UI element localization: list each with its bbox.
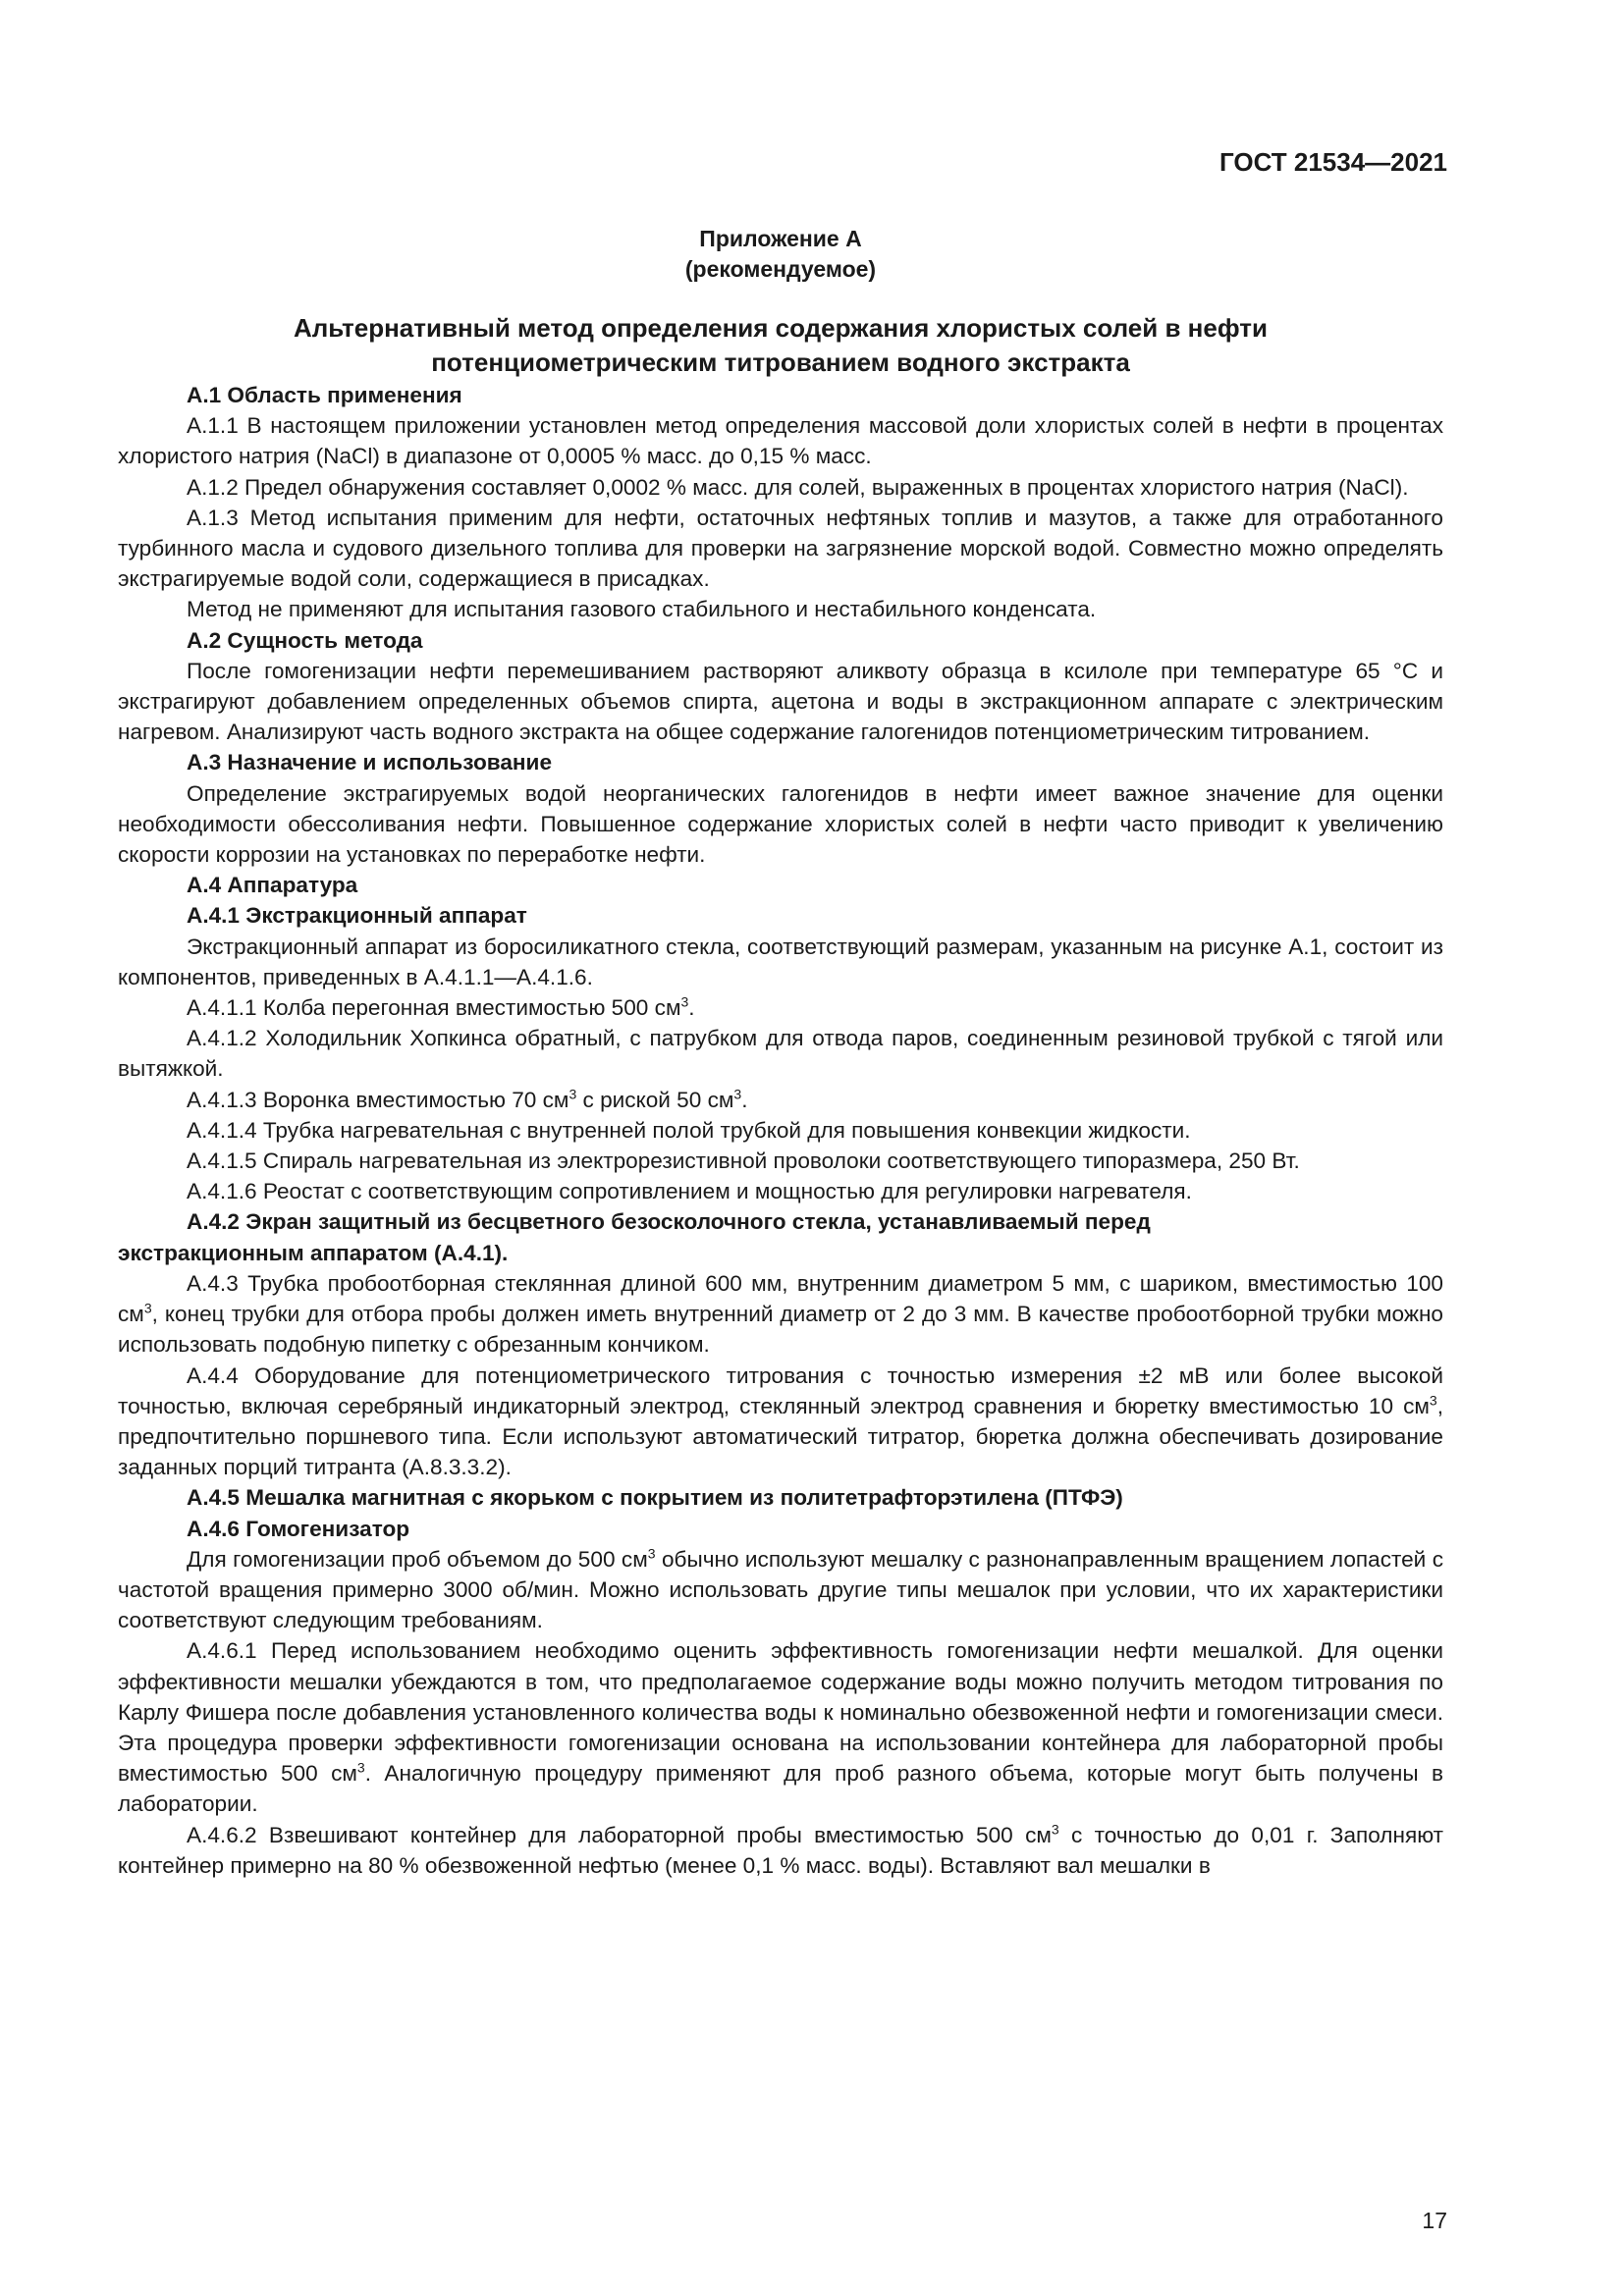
paragraph-a1-1: А.1.1 В настоящем приложении установлен метод определения массовой доли хлористых солей в нефти в процентах хлористого натрия (NaCl) в диапазоне от 0,0005 % масс. до 0,15 % масс.: [118, 413, 1443, 469]
subsection-heading-a4-2-line-1: А.4.2 Экран защитный из бесцветного безосколочного стекла, устанавливаемый перед: [187, 1209, 1151, 1235]
section-heading-a1: А.1 Область применения: [187, 383, 462, 407]
paragraph-a4-6-2: А.4.6.2 Взвешивают контейнер для лабораторной пробы вместимостью 500 $см^3$ с точностью до 0,01 г. Заполняют контейнер примерно на 80 % обезвоженной нефтью (менее 0,1 % масс. воды). Вставляют вал мешалки в: [118, 1821, 1444, 1878]
item-a4-1-3: А.4.1.3 Воронка вместимостью 70 $см^3$ с риской 50 $см^3$.: [187, 1086, 748, 1112]
subsection-heading-a4-6: А.4.6 Гомогенизатор: [187, 1516, 410, 1541]
item-a4-1-2: А.4.1.2 Холодильник Хопкинса обратный, с патрубком для отвода паров, соединенным резиновой трубкой с тягой или вытяжкой.: [118, 1026, 1443, 1082]
subsection-heading-a4-2-line-2: экстракционным аппаратом (А.4.1).: [118, 1240, 509, 1265]
section-heading-a4: А.4 Аппаратура: [187, 873, 358, 898]
paragraph-a1-3: А.1.3 Метод испытания применим для нефти, остаточных нефтяных топлив и мазутов, а также для отработанного турбинного масла и судового дизельного топлива для проверки на загрязнение морской водой. Совместно можно определять экстрагируемые водой соли, содержащиеся в присадках.: [118, 505, 1443, 592]
section-heading-a2: А.2 Сущность метода: [187, 627, 423, 653]
appendix-title: [118, 311, 1443, 380]
paragraph-a2: После гомогенизации нефти перемешиванием растворяют аликвоту образца в ксилоле при температуре 65 °С и экстрагируют добавлением определенных объемов спирта, ацетона и воды в экстракционном аппарате с электрическим нагревом. Анализируют часть водного экстракта на общее содержание галогенидов потенциометрическим титрованием.: [118, 658, 1443, 745]
appendix-status: (рекомендуемое): [684, 256, 877, 282]
subsection-heading-a4-5: А.4.5 Мешалка магнитная с якорьком с покрытием из политетрафторэтилена (ПТФЭ): [187, 1485, 1123, 1511]
item-a4-1-1: А.4.1.1 Колба перегонная вместимостью 500 $см^3$.: [187, 993, 695, 1021]
document-code: ГОСТ 21534—2021: [1219, 147, 1447, 177]
paragraph-a1-note: Метод не применяют для испытания газового стабильного и нестабильного конденсата.: [187, 597, 1097, 622]
page-number: 17: [1422, 2208, 1447, 2233]
subsection-heading-a4-1: А.4.1 Экстракционный аппарат: [187, 903, 527, 929]
item-a4-1-5: А.4.1.5 Спираль нагревательная из электрорезистивной проволоки соответствующего типоразмера, 250 Вт.: [187, 1148, 1300, 1174]
paragraph-a4-6-1: А.4.6.1 Перед использованием необходимо оценить эффективность гомогенизации нефти мешалкой. Для оценки эффективности мешалки убеждаются в том, что предполагаемое содержание воды можно получить методом титрования по Карлу Фишера после добавления установленного количества воды к номинально обезвоженной нефти и гомогенизации смеси. Эта процедура проверки эффективности гомогенизации основана на использовании контейнера для лабораторной пробы вместимостью 500 $см^3$. Аналогичную процедуру применяют для проб разного объема, которые могут быть получены в лаборатории.: [118, 1638, 1443, 1817]
appendix-title-line-2: потенциометрическим титрованием водного экстракта: [431, 347, 1130, 377]
appendix-title-line-1: Альтернативный метод определения содержания хлористых солей в нефти: [294, 313, 1268, 343]
paragraph-a3: Определение экстрагируемых водой неорганических галогенидов в нефти имеет важное значение для оценки необходимости обессоливания нефти. Повышенное содержание хлористых солей в нефти часто приводит к увеличению скорости коррозии на установках по переработке нефти.: [118, 780, 1443, 868]
paragraph-a4-3: А.4.3 Трубка пробоотборная стеклянная длиной 600 мм, внутренним диаметром 5 мм, с шариком, вместимостью 100 $см^3$, конец трубки для отбора пробы должен иметь внутренний диаметр от 2 до 3 мм. В качестве пробоотборной трубки можно использовать подобную пипетку с обрезанным кончиком.: [118, 1270, 1443, 1358]
section-heading-a3: А.3 Назначение и использование: [187, 750, 553, 775]
item-a4-1-4: А.4.1.4 Трубка нагревательная с внутренней полой трубкой для повышения конвекции жидкости.: [187, 1117, 1191, 1143]
paragraph-a1-2: А.1.2 Предел обнаружения составляет 0,0002 % масс. для солей, выраженных в процентах хлористого натрия (NaCl).: [187, 474, 1409, 500]
paragraph-a4-1: Экстракционный аппарат из боросиликатного стекла, соответствующий размерам, указанным на рисунке А.1, состоит из компонентов, приведенных в А.4.1.1—А.4.1.6.: [118, 934, 1443, 989]
paragraph-a4-4: А.4.4 Оборудование для потенциометрического титрования с точностью измерения ±2 мВ или более высокой точностью, включая серебряный индикаторный электрод, стеклянный электрод сравнения и бюретку вместимостью 10 $см^3$, предпочтительно поршневого типа. Если используют автоматический титратор, бюретка должна обеспечивать дозирование заданных порций титранта (А.8.3.3.2).: [118, 1362, 1443, 1480]
appendix-label: Приложение А: [699, 226, 862, 251]
paragraph-a4-6: Для гомогенизации проб объемом до 500 $см^3$ обычно используют мешалку с разнонаправленным вращением лопастей с частотой вращения примерно 3000 об/мин. Можно использовать другие типы мешалок при условии, что их характеристики соответствуют следующим требованиям.: [118, 1545, 1443, 1633]
item-a4-1-6: А.4.1.6 Реостат с соответствующим сопротивлением и мощностью для регулировки нагревателя.: [187, 1179, 1192, 1204]
document-body: [118, 224, 1443, 1881]
